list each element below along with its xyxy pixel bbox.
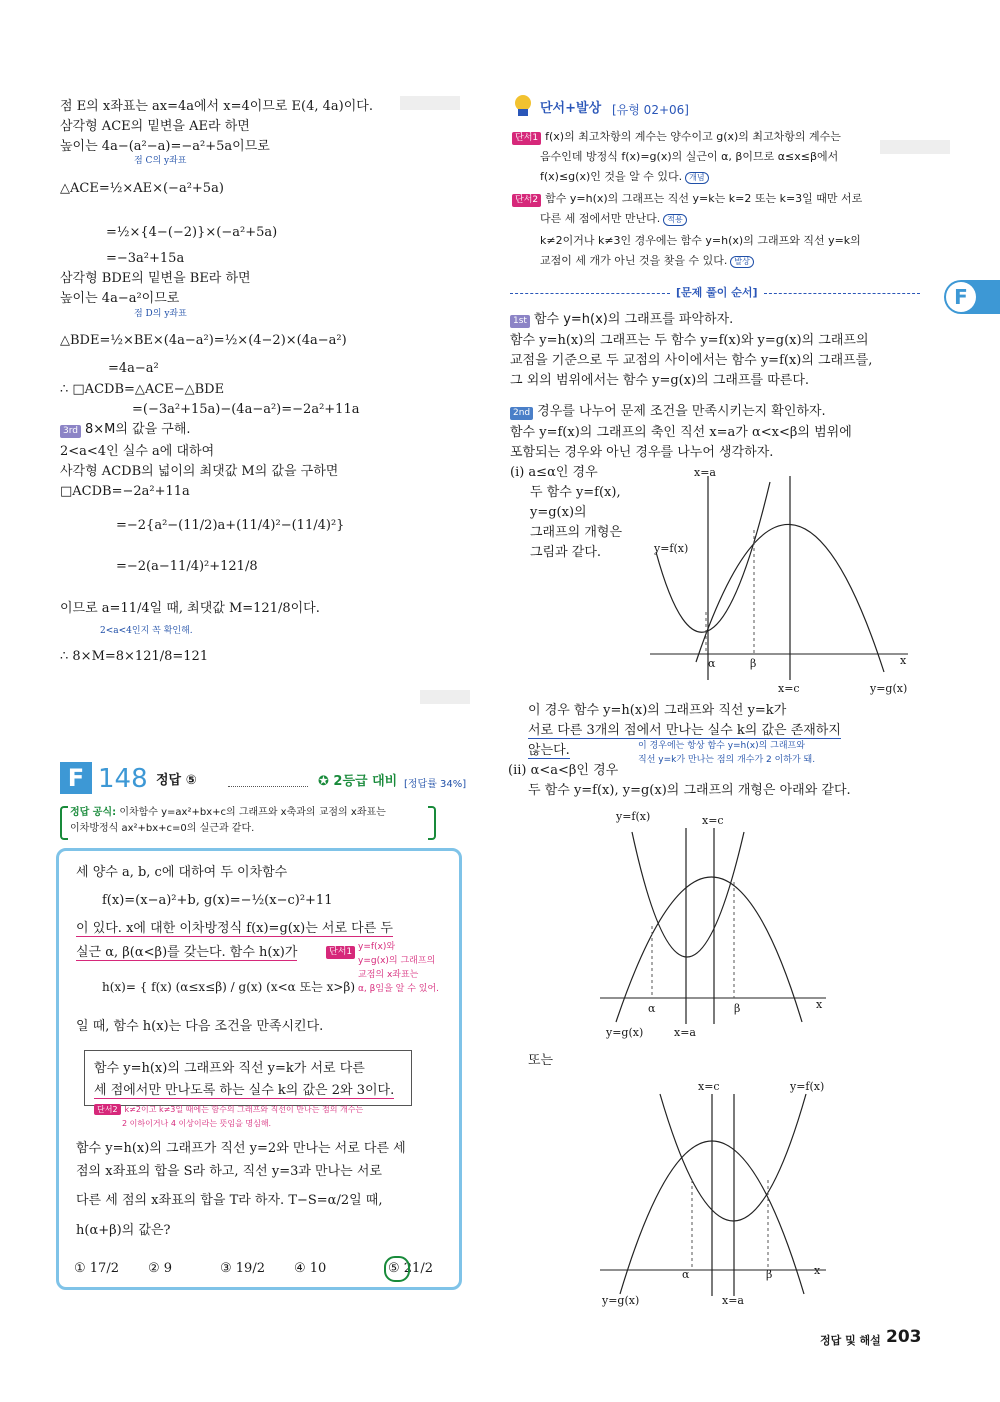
answer-circle-mark xyxy=(384,1256,410,1282)
case1-title: (i) a≤α인 경우 xyxy=(510,465,598,480)
clue2-text: k≠2이거나 k≠3인 경우에는 함수 y=h(x)의 그래프와 직선 y=k의 xyxy=(540,234,861,247)
bleed-through xyxy=(880,140,950,154)
case1-line: y=g(x)의 xyxy=(530,505,587,520)
problem-line xyxy=(76,944,297,962)
solution-line: ∴ □ACDB=△ACE−△BDE xyxy=(60,382,225,397)
step-heading xyxy=(60,421,191,439)
underlined-conclusion: 서로 다른 3개의 점에서 만나는 실수 k의 값은 존재하지 xyxy=(528,723,841,738)
problem-line: 다른 세 점의 x좌표의 합을 T라 하자. T−S=α/2일 때, xyxy=(76,1193,383,1208)
label-yf: y=f(x) xyxy=(616,810,651,823)
step1-line: 교점을 기준으로 두 교점의 사이에서는 함수 y=f(x)의 그래프를, xyxy=(510,353,873,368)
answer-label: 정답 ⑤ xyxy=(156,773,197,788)
hint1-text: 교점의 x좌표는 xyxy=(358,970,419,980)
hint1-text: y=g(x)의 그래프의 xyxy=(358,956,436,966)
type-ref: [유형 02+06] xyxy=(612,103,689,117)
formula-text: 이차함수 y=ax²+bx+c의 그래프와 x축과의 교점의 x좌표는 xyxy=(119,807,386,818)
hint2-line xyxy=(94,1104,363,1115)
problem-number: 148 xyxy=(98,764,148,794)
step-tag: 3rd xyxy=(60,425,81,438)
formula-bracket-right xyxy=(428,806,436,840)
problem-line: 점의 x좌표의 합을 S라 하고, 직선 y=3과 만나는 서로 xyxy=(76,1164,382,1179)
clue2-text: 함수 y=h(x)의 그래프는 직선 y=k는 k=2 또는 k=3일 때만 서로 xyxy=(545,192,863,205)
formula-line xyxy=(70,806,386,820)
hint2-text: k≠2이고 k≠3일 때에는 함수의 그래프와 직선이 만나는 점의 개수는 xyxy=(124,1105,364,1114)
clue1-tag: 단서1 xyxy=(512,132,541,145)
underlined-conclusion: 않는다. xyxy=(528,743,570,758)
solution-line: =−2{a²−(11/2)a+(11/4)²−(11/4)²} xyxy=(116,518,345,533)
correct-rate: [정답률 34%] xyxy=(404,779,467,790)
solution-line: △BDE=½×BE×(4a−a²)=½×(4−2)×(4a−a²) xyxy=(60,333,347,348)
solution-line: △ACE=½×AE×(−a²+5a) xyxy=(60,181,224,196)
label-x: x xyxy=(816,998,823,1011)
clue2-text xyxy=(540,210,687,228)
label-yg: y=g(x) xyxy=(606,1026,644,1039)
label-x-eq-a: x=a xyxy=(722,1294,744,1307)
side-note: 2<a<4인지 꼭 확인해. xyxy=(100,626,193,636)
problem-letter: F xyxy=(67,764,85,792)
solution-line: 이므로 a=11/4일 때, 최댓값 M=121/8이다. xyxy=(60,601,320,616)
label-x: x xyxy=(814,1264,821,1277)
underlined-condition: 이 있다. x에 대한 이차방정식 f(x)=g(x)는 서로 다른 두 xyxy=(76,921,393,936)
graph-case2-a xyxy=(596,822,836,1032)
clue1-line xyxy=(512,128,841,146)
label-beta: β xyxy=(766,1268,773,1281)
label-alpha: α xyxy=(682,1268,690,1281)
case1-line: 그래프의 개형은 xyxy=(530,525,623,540)
formula-text: 이차방정식 ax²+bx+c=0의 실근과 같다. xyxy=(70,823,255,834)
label-x-eq-c: x=c xyxy=(698,1080,720,1093)
clue1-last: f(x)≤g(x)인 것을 알 수 있다. xyxy=(540,170,683,183)
solution-line: □ACDB=−2a²+11a xyxy=(60,484,190,499)
clue1-text: f(x)의 최고차항의 계수는 양수이고 g(x)의 최고차항의 계수는 xyxy=(545,130,841,143)
clue1-text xyxy=(540,168,709,186)
solution-line: =−2(a−11/4)²+121/8 xyxy=(116,559,258,574)
graph-case1 xyxy=(646,462,916,694)
hint2-text: 2 이하이거나 4 이상이라는 뜻임을 명심해. xyxy=(122,1119,272,1128)
hint-header: 단서+발상 xyxy=(540,101,602,116)
solution-line: =½×{4−(−2)}×(−a²+5a) xyxy=(106,225,278,240)
label-x-eq-c: x=c xyxy=(702,814,724,827)
grade-badge: ✪ 2등급 대비 xyxy=(318,774,398,789)
step1-title: 함수 y=h(x)의 그래프를 파악하자. xyxy=(533,312,734,327)
label-x-eq-c: x=c xyxy=(778,682,800,695)
condition-line xyxy=(94,1082,394,1100)
clue2-d: 교점이 세 개가 아닌 것을 찾을 수 있다. xyxy=(540,254,728,267)
hint1-tag-wrap xyxy=(326,942,359,960)
solution-line: 점 E의 x좌표는 ax=4a에서 x=4이므로 E(4, 4a)이다. xyxy=(60,99,373,114)
formula-bracket-left xyxy=(60,806,68,840)
hint1-text: y=f(x)와 xyxy=(358,942,396,952)
label-x: x xyxy=(900,654,907,667)
problem-line: 일 때, 함수 h(x)는 다음 조건을 만족시킨다. xyxy=(76,1019,324,1034)
problem-line: 함수 y=h(x)의 그래프가 직선 y=2와 만나는 서로 다른 세 xyxy=(76,1141,406,1156)
page-number: 203 xyxy=(886,1327,922,1347)
solution-line: 사각형 ACDB의 넓이의 최댓값 M의 값을 구하면 xyxy=(60,464,339,479)
label-x-eq-a: x=a xyxy=(694,466,716,479)
choice-3[interactable]: ③ 19/2 xyxy=(220,1261,265,1276)
clue1-text: 음수인데 방정식 f(x)=g(x)의 실근이 α, β이므로 α≤x≤β에서 xyxy=(540,150,839,163)
case1-after xyxy=(528,722,841,740)
bleed-through xyxy=(420,690,470,704)
badge-concept: 개념 xyxy=(685,172,708,184)
or-label: 또는 xyxy=(528,1053,554,1068)
underlined-condition: 실근 α, β(α<β)를 갖는다. 함수 h(x)가 xyxy=(76,945,298,960)
label-x-eq-a: x=a xyxy=(674,1026,696,1039)
divider xyxy=(510,293,670,294)
label-alpha: α xyxy=(648,1002,656,1015)
label-beta: β xyxy=(750,657,757,670)
underlined-condition: 세 점에서만 만나도록 하는 실수 k의 값은 2와 3이다. xyxy=(94,1083,395,1098)
case1-after xyxy=(528,742,570,760)
step1-line: 함수 y=h(x)의 그래프는 두 함수 y=f(x)와 y=g(x)의 그래프의 xyxy=(510,333,869,348)
condition-line: 함수 y=h(x)의 그래프와 직선 y=k가 서로 다른 xyxy=(94,1061,365,1076)
clue2-tag: 단서2 xyxy=(512,194,541,207)
solution-line: =4a−a² xyxy=(108,361,159,376)
case2-line: 두 함수 y=f(x), y=g(x)의 그래프의 개형은 아래와 같다. xyxy=(528,783,851,798)
piecewise-def: h(x)= { f(x) (α≤x≤β) / g(x) (x<α 또는 x>β) xyxy=(102,980,356,994)
problem-line: 세 양수 a, b, c에 대하여 두 이차함수 xyxy=(76,865,288,880)
graph-case2-b xyxy=(596,1088,836,1298)
divider xyxy=(764,293,920,294)
label-yf: y=f(x) xyxy=(654,542,689,555)
clue2-b: 다른 세 점에서만 만난다. xyxy=(540,212,661,225)
chapter-tab-letter: F xyxy=(946,282,976,312)
step1-line: 그 외의 범위에서는 함수 y=g(x)의 그래프를 따른다. xyxy=(510,373,810,388)
step2-heading xyxy=(510,403,826,421)
case1-note: 이 경우에는 항상 함수 y=h(x)의 그래프와 xyxy=(638,741,805,751)
choice-5[interactable]: ⑤ 21/2 xyxy=(388,1261,433,1276)
step1-tag: 1st xyxy=(510,315,530,328)
side-note: 점 D의 y좌표 xyxy=(134,309,187,319)
solution-order: [문제 풀이 순서] xyxy=(676,286,758,299)
badge-apply: 적용 xyxy=(663,214,686,226)
solution-line: 높이는 4a−(a²−a)=−a²+5a이므로 xyxy=(60,139,270,154)
solution-line: ∴ 8×M=8×121/8=121 xyxy=(60,649,209,664)
hint1-text: α, β임을 알 수 있어. xyxy=(358,984,440,994)
problem-line: h(α+β)의 값은? xyxy=(76,1223,171,1238)
case1-note: 직선 y=k가 만나는 점의 개수가 2 이하가 돼. xyxy=(638,755,816,765)
label-yf: y=f(x) xyxy=(790,1080,825,1093)
label-alpha: α xyxy=(708,657,716,670)
hint2-tag: 단서2 xyxy=(94,1104,121,1115)
solution-line: =−3a²+15a xyxy=(106,251,185,266)
solution-line: 높이는 4a−a²이므로 xyxy=(60,291,180,306)
clue2-text xyxy=(540,252,754,270)
solution-line: 삼각형 ACE의 밑변을 AE라 하면 xyxy=(60,119,250,134)
step1-heading xyxy=(510,311,733,329)
hint1-tag: 단서1 xyxy=(326,946,355,959)
choice-1[interactable]: ① 17/2 xyxy=(74,1261,119,1276)
problem-letter-box xyxy=(60,762,92,794)
formula-tag: 정답 공식: xyxy=(70,807,117,818)
choice-4[interactable]: ④ 10 xyxy=(294,1261,327,1276)
step2-line: 포함되는 경우와 아닌 경우를 나누어 생각하자. xyxy=(510,445,774,460)
label-yg: y=g(x) xyxy=(870,682,908,695)
problem-line xyxy=(76,920,393,938)
clue2-line xyxy=(512,190,862,208)
solution-line: 2<a<4인 실수 a에 대하여 xyxy=(60,444,215,459)
solution-line: =(−3a²+15a)−(4a−a²)=−2a²+11a xyxy=(132,402,360,417)
case2-title: (ii) α<a<β인 경우 xyxy=(508,763,619,778)
step2-tag: 2nd xyxy=(510,407,533,420)
footer-label: 정답 및 해설 xyxy=(820,1334,881,1347)
problem-line: f(x)=(x−a)²+b, g(x)=−½(x−c)²+11 xyxy=(102,893,333,908)
grade-label: 2등급 대비 xyxy=(333,774,398,789)
choice-2[interactable]: ② 9 xyxy=(148,1261,173,1276)
side-note: 점 C의 y좌표 xyxy=(134,156,187,166)
badge-idea: 발상 xyxy=(730,256,753,268)
label-yg: y=g(x) xyxy=(602,1294,640,1307)
label-beta: β xyxy=(734,1002,741,1015)
leader-dots xyxy=(228,786,308,787)
case1-line: 그림과 같다. xyxy=(530,545,602,560)
step2-title: 경우를 나누어 문제 조건을 만족시키는지 확인하자. xyxy=(537,404,826,419)
step2-line: 함수 y=f(x)의 그래프의 축인 직선 x=a가 α<x<β의 범위에 xyxy=(510,425,852,440)
bleed-through xyxy=(400,96,460,110)
step-title: 8×M의 값을 구해. xyxy=(84,422,191,437)
solution-line: 삼각형 BDE의 밑변을 BE라 하면 xyxy=(60,271,251,286)
idea-icon xyxy=(512,94,534,118)
case1-line: 두 함수 y=f(x), xyxy=(530,485,621,500)
case1-after: 이 경우 함수 y=h(x)의 그래프와 직선 y=k가 xyxy=(528,703,787,718)
